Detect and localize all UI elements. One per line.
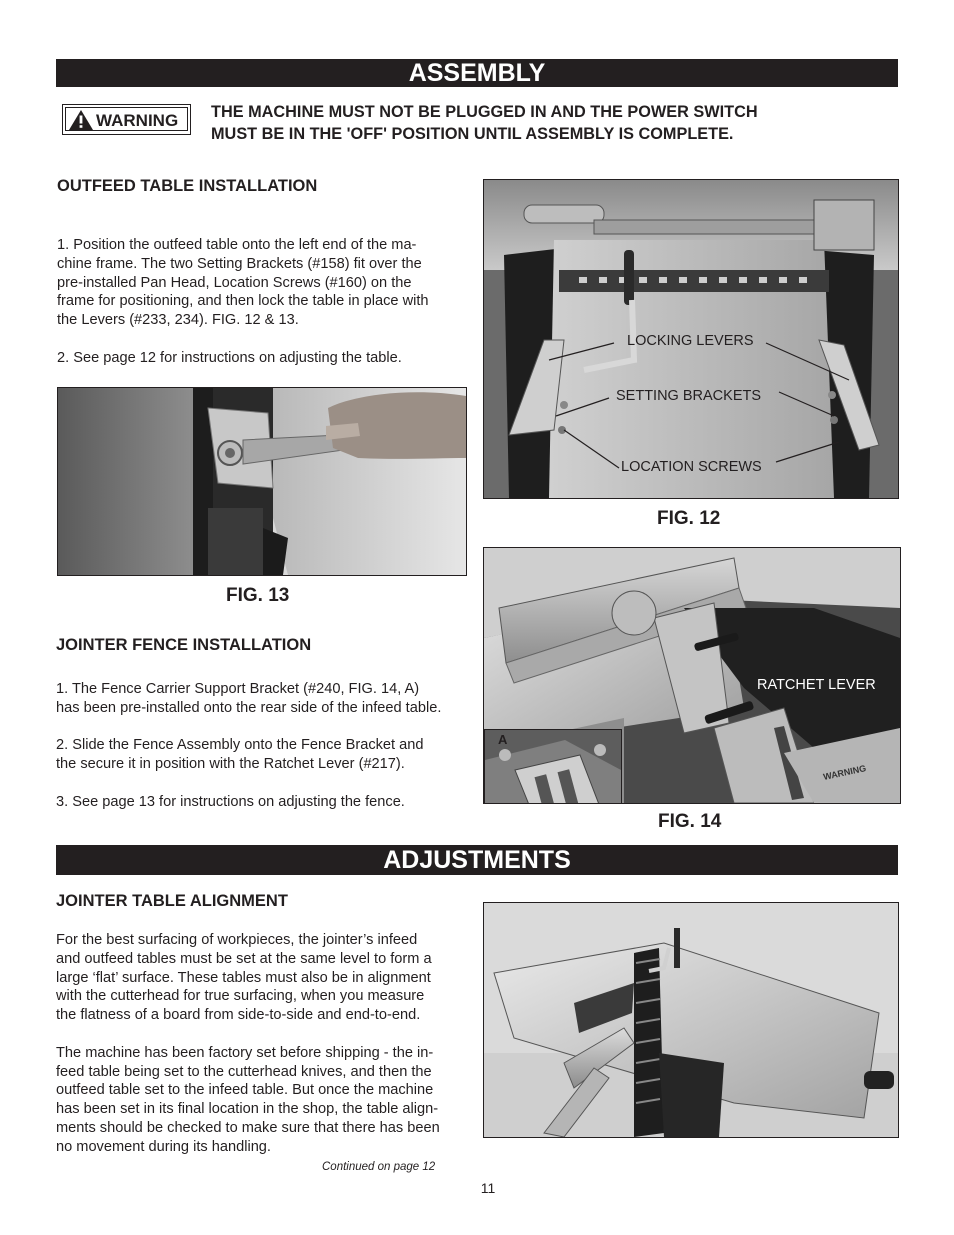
assembly-title: ASSEMBLY — [408, 59, 546, 87]
warning-badge — [62, 104, 191, 135]
outfeed-paragraph: 1. Position the outfeed table onto the left end of the ma- chine frame. The two Setting Brackets (#158) fit over the pre-installed Pan Head, Location Screws (#160) on the frame for positioning, and then lock the table in place with the Levers (#233, 234). FIG. 12 & 13. 2. See page 12 for instructions on adjusting the table. — [57, 237, 429, 366]
inset-a-label: A — [498, 732, 508, 747]
page-number: 11 — [480, 1180, 496, 1196]
locking-levers-label: LOCKING LEVERS — [627, 333, 754, 349]
adjustments-title: ADJUSTMENTS — [383, 846, 571, 874]
location-screws-label: LOCATION SCREWS — [621, 459, 762, 475]
fig13-photo — [57, 387, 467, 576]
outfeed-heading: OUTFEED TABLE INSTALLATION — [57, 177, 318, 195]
fig12-caption: FIG. 12 — [657, 508, 721, 529]
fig14-inset-a — [484, 729, 622, 804]
fig14-photo — [483, 547, 901, 804]
warning-triangle-icon — [68, 109, 94, 131]
alignment-paragraph: For the best surfacing of workpieces, the jointer’s infeed and outfeed tables must be set at the same level to form a large ‘flat’ surface. These tables must also be in alignment with the cutterhead for true surfacing, when you measure the flatness of a board from side-to-side and end-to-end. The machine has been factory set before shipping - the in- feed table being set to the cutterhead knives, and then the outfeed table set to the infeed table. But once the machine has been set in its final location in the shop, the table align- ments should be checked to make sure that there has been no movement during its handling. — [56, 932, 440, 1155]
svg-text:WARNING: WARNING — [822, 763, 867, 782]
adjustments-section-header — [56, 845, 898, 875]
fence-paragraph: 1. The Fence Carrier Support Bracket (#240, FIG. 14, A) has been pre-installed onto the rear side of the infeed table. 2. Slide the Fence Assembly onto the Fence Bracket and the secure it in position with the Ratchet Lever (#217). 3. See page 13 for instructions on adjusting the fence. — [56, 681, 442, 810]
alignment-heading: JOINTER TABLE ALIGNMENT — [56, 892, 288, 910]
fence-heading: JOINTER FENCE INSTALLATION — [56, 636, 312, 654]
assembly-section-header — [56, 59, 898, 87]
continued-note: Continued on page 12 — [322, 1161, 436, 1173]
warning-badge-label: WARNING — [96, 111, 179, 130]
alignment-photo — [483, 902, 899, 1138]
fig13-caption: FIG. 13 — [226, 585, 290, 606]
warning-text: THE MACHINE MUST NOT BE PLUGGED IN AND THE POWER SWITCH MUST BE IN THE 'OFF' POSITION UNTIL ASSEMBLY IS COMPLETE. — [211, 103, 758, 143]
setting-brackets-label: SETTING BRACKETS — [616, 388, 762, 404]
ratchet-lever-label: RATCHET LEVER — [757, 677, 876, 693]
fig14-caption: FIG. 14 — [658, 811, 722, 832]
fig12-photo — [483, 179, 899, 499]
